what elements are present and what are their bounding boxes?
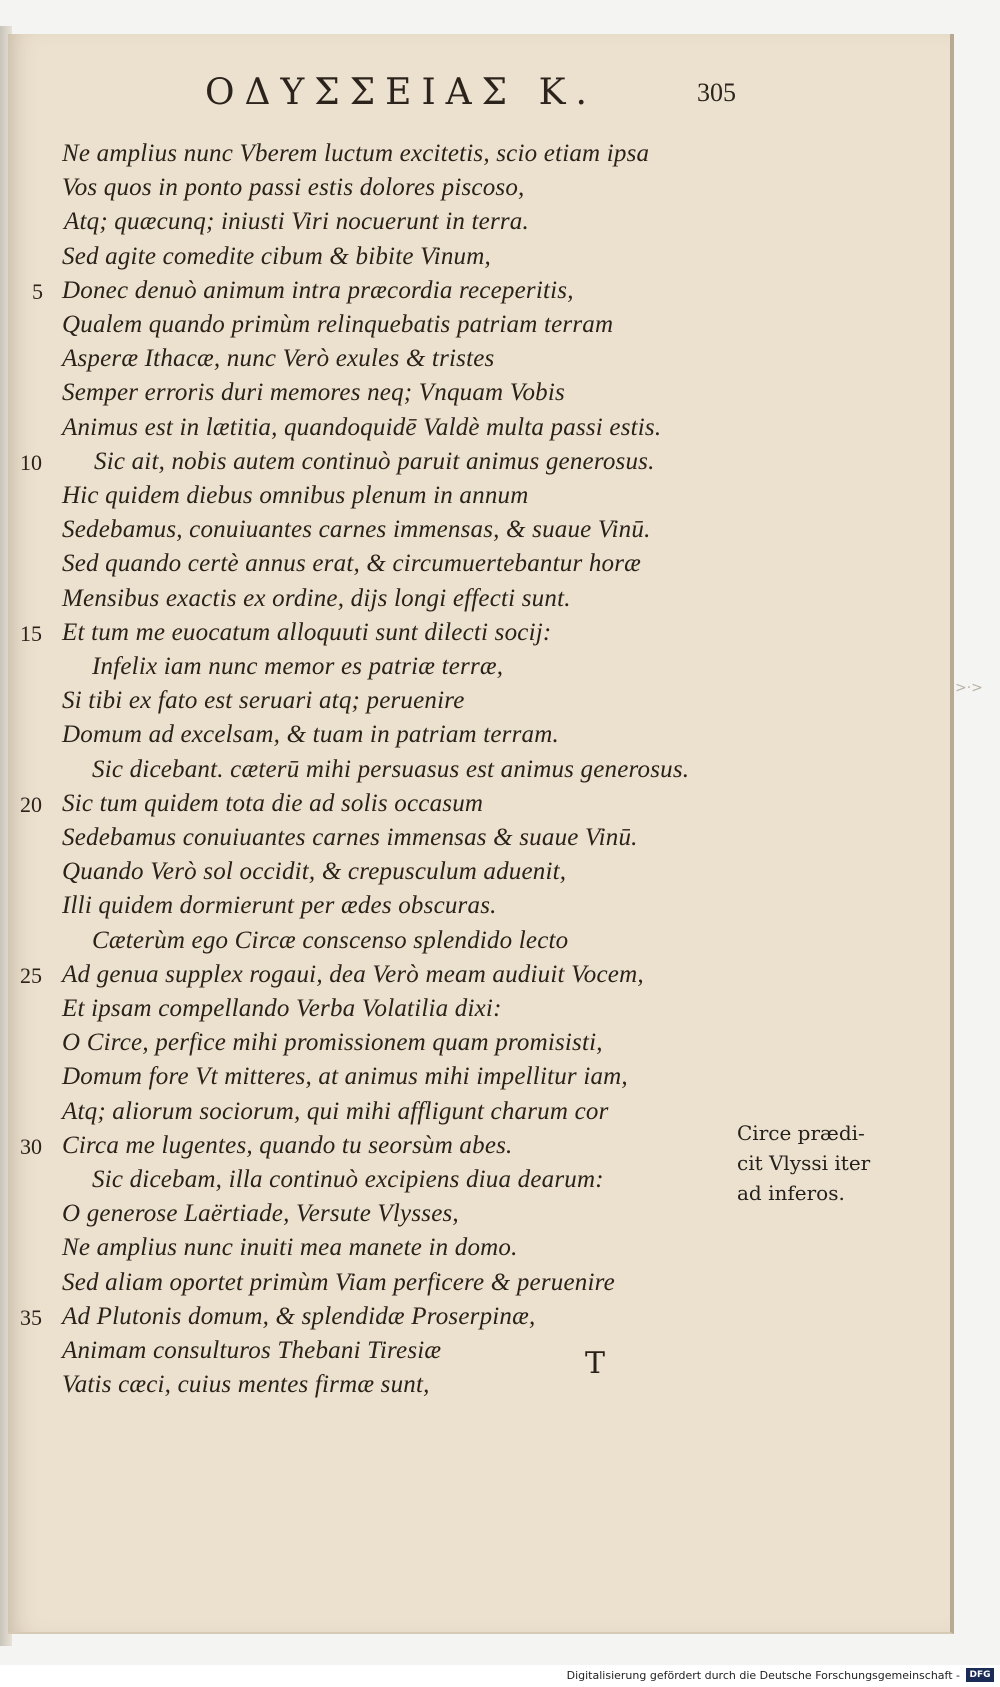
dfg-logo: DFG [966,1668,994,1682]
verse-line: Ad Plutonis domum, & splendidæ Proserpinæ, [62,1302,536,1330]
verse-line: Quando Verò sol occidit, & crepusculum aduenit, [62,858,567,886]
verse-line: Hic quidem diebus omnibus plenum in annum [62,482,529,509]
line-number: 15 [20,620,42,646]
verse-line: Mensibus exactis ex ordine, dijs longi effecti sunt. [62,584,571,612]
verse-line: Illi quidem dormierunt per ædes obscuras. [62,892,497,920]
verse-line: Et ipsam compellando Verba Volatilia dixi: [62,995,502,1022]
verse-line: Atq; quæcunq; iniusti Viri nocuerunt in terra. [64,208,529,236]
line-number: 20 [20,791,42,817]
verse-line: Domum fore Vt mitteres, at animus mihi impellitur iam, [62,1063,628,1091]
running-head: ΟΔΥΣΣΕΙΑΣ Κ. [205,72,597,113]
verse-line: Animam consulturos Thebani Tiresiæ [62,1337,442,1364]
margin-note-line: Circe prædi- [737,1121,865,1145]
verse-line: Donec denuò animum intra præcordia receperitis, [62,276,574,304]
verse-line: Sic dicebant. cæterū mihi persuasus est animus generosus. [92,755,690,783]
verse-line: Circa me lugentes, quando tu seorsùm abes. [62,1131,513,1159]
verse-line: Sed quando certè annus erat, & circumuertebantur horæ [62,550,642,578]
verse-line: O generose Laërtiade, Versute Vlysses, [62,1200,459,1228]
verse-line: Sic ait, nobis autem continuò paruit animus generosus. [94,447,655,475]
line-number: 30 [20,1133,42,1159]
catchword: T [585,1346,606,1381]
verse-line: O Circe, perfice mihi promissionem quam promisisti, [62,1029,603,1057]
verse-line: Ne amplius nunc inuiti mea manete in domo. [62,1234,518,1262]
verse-line: Sedebamus conuiuantes carnes immensas & suaue Vinū. [62,824,638,851]
verse-line: Sed agite comedite cibum & bibite Vinum, [62,242,491,270]
page-number: 305 [697,78,736,107]
verse-line: Sed aliam oportet primùm Viam perficere & peruenire [62,1268,615,1296]
verse-line: Sic dicebam, illa continuò excipiens diua dearum: [92,1166,604,1193]
verse-line: Qualem quando primùm relinquebatis patriam terram [62,311,614,338]
verse-line: Vos quos in ponto passi estis dolores piscoso, [62,174,525,202]
verse-line: Asperæ Ithacæ, nunc Verò exules & tristes [62,345,495,373]
page-edge-mark: >·> [955,680,983,696]
verse-line: Si tibi ex fato est seruari atq; peruenire [62,687,465,715]
verse-line: Vatis cæci, cuius mentes firmæ sunt, [62,1371,430,1399]
verse-line: Ne amplius nunc Vberem luctum excitetis, scio etiam ipsa [62,140,650,167]
footer [0,1665,1000,1687]
margin-note-line: ad inferos. [737,1181,845,1205]
verse-line: Ad genua supplex rogaui, dea Verò meam audiuit Vocem, [62,960,644,988]
footer-credit: Digitalisierung gefördert durch die Deutsche Forschungsgemeinschaft - [566,1669,960,1682]
verse-line: Semper erroris duri memores neq; Vnquam Vobis [62,379,565,407]
verse-line: Atq; aliorum sociorum, qui mihi affligunt charum cor [62,1097,609,1125]
verse-line: Cæterùm ego Circæ conscenso splendido lecto [92,926,569,954]
margin-note [737,1118,897,1208]
line-number: 5 [32,278,43,304]
verse-line: Sedebamus, conuiuantes carnes immensas, & suaue Vinū. [62,516,651,544]
verse-line: Infelix iam nunc memor es patriæ terræ, [92,653,504,680]
line-number: 10 [20,449,42,475]
margin-note-line: cit Vlyssi iter [737,1151,871,1175]
line-number: 25 [20,962,42,988]
verse-line: Sic tum quidem tota die ad solis occasum [62,789,484,817]
page-header [0,72,1000,116]
verse-line: Animus est in lætitia, quandoquidē Valdè multa passi estis. [62,413,662,441]
verse-line: Et tum me euocatum alloquuti sunt dilecti socij: [62,618,552,646]
line-number: 35 [20,1304,42,1330]
verse-line: Domum ad excelsam, & tuam in patriam terram. [62,721,559,749]
